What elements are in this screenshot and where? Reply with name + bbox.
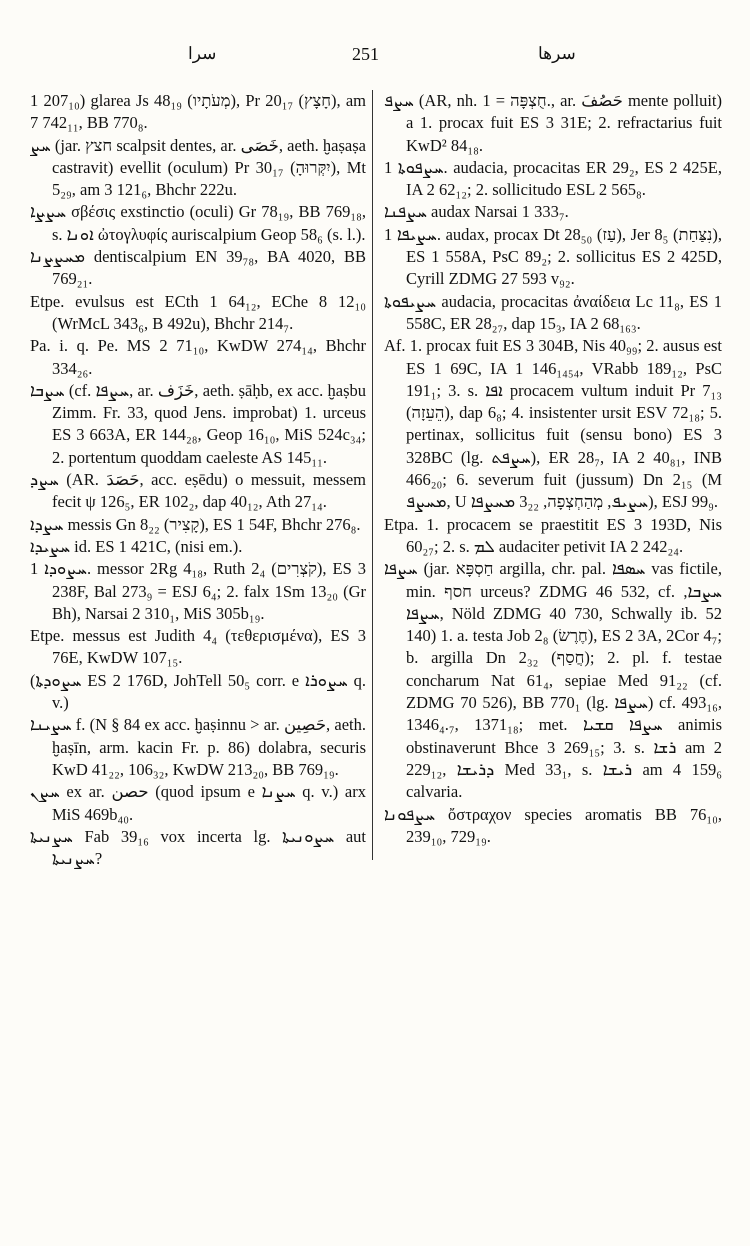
dictionary-entry: 1 207₁₀) glarea Js 48₁₉ (מְעֹתָיו), Pr 20₁₇ (חָצָץ), am 7 742₁₁, BB 770₈.	[30, 91, 367, 133]
running-head-left: سرا	[188, 44, 217, 64]
dictionary-entry: ܚܨܢ ex ar. حصن (quod ipsum e ܚܨܢܐ q. v.) arx MiS 469b₄₀.	[30, 782, 366, 824]
dictionary-entry: ܚܨܕ (AR. حَصَدَ, acc. eṣēdu) o messuit, messem fecit ψ 126₅, ER 102₂, dap 40₁₂, Ath 27₁₄.	[30, 470, 367, 512]
page-number: 251	[352, 44, 379, 64]
dictionary-entry: ܚܨܨܐ σβέσις exstinctio (oculi) Gr 78₁₉, BB 769₁₈, s. ܐܘܢܐ ὠτογλυφίς auriscalpium Geop 58₆ (s. l.).	[30, 202, 366, 244]
dictionary-entry: ܚܨܝܢܐ f. (N § 84 ex acc. ḫaṣinnu > ar. حَصِين, aeth. ḫaṣīn, arm. kacin Fr. p. 86) dolabra, securis KwD 41₂₂, 106₃₂, KwDW 213₂₀, BB 769₁₉.	[30, 715, 366, 779]
dictionary-entry: Af. 1. procax fuit ES 3 304B, Nis 40₉₉; 2. ausus est ES 1 69C, IA 1 146₁₄₅₄, VRabb 189₁₂, PsC 191₁; 3. s. ܐܦܐ procacem vultum induit Pr 7₁₃ (הֵעֵזָה), dap 6₈; 4. insistenter ursit ESV 72₁₈; 5. pertinax, sollicitus fuit (sensu bono) ES 3 328BC (lg. ܚܨܦܬ), ER 28₇, IA 2 40₈₁, INB 466₂₀; 6. severum fuit (jussum) Dn 2₁₅ (M ܡܚܨܦ, U ܚܨܝܦ, מְהַחְצְפָה, 3₂₂ ܡܚܨܦܐ), ESJ 99₉.	[384, 336, 722, 512]
dictionary-entry: ܚܨܦܘܬܐ 1. audacia, procacitas ER 29₂, ES 2 425E, IA 2 62₁₂; 2. sollicitudo ESL 2 565₈.	[384, 157, 722, 200]
dictionary-entry: ܚܨ (jar. חצץ scalpsit dentes, ar. خَصَى, aeth. ḫaṣaṣa castravit) evellit (oculum) Pr 30₁₇ (יִקְּרוּהָ), Mt 5₂₉, am 3 121₆, Bhchr 222u.	[30, 135, 366, 200]
dictionary-entry: ܚܨܝܕܐ id. ES 1 421C, (nisi em.).	[30, 536, 243, 556]
dictionary-entry: ܚܨܘܕܐ 1. messor 2Rg 4₁₈, Ruth 2₄ (קֹצְרִים), ES 3 238F, Bal 273₉ = ESJ 6₄; 2. falx 1Sm 13₂₀ (Gr Bh), Narsai 2 310₁, MiS 305b₁₉.	[30, 559, 367, 623]
dictionary-entry: ܚܨܦܘܢܐ ὄστραχον species aromatis BB 76₁₀, 239₁₀, 729₁₉.	[384, 804, 722, 846]
dictionary-entry: ܚܨܝܦܘܬܐ audacia, procacitas ἀναίδεια Lc 11₈, ES 1 558C, ER 28₂₇, dap 15₃, IA 2 68₁₆₃.	[384, 291, 722, 333]
dictionary-entry: ܡܚܨܨܢܐ dentiscalpium EN 39₇₈, BA 4020, BB 769₂₁.	[30, 247, 366, 289]
dictionary-entry: ܚܨܒܐ (cf. ܚܨܦܐ, ar. خَزَف, aeth. ṣāḥb, ex acc. ḫaṣbu Zimm. Fr. 33, quod Jens. improbat) 1. urceus ES 3 663A, ER 144₂₈, Geop 16₁₀, MiS 524c₃₄; 2. portentum quoddam caeleste AS 145₁₁.	[30, 380, 366, 467]
dictionary-entry: (ܚܨܘܕܬܐ ES 2 176D, JohTell 50₅ corr. e ܚܨܘܪܐ q. v.)	[30, 670, 366, 713]
dictionary-entry: ܚܨܦܢܐ audax Narsai 1 333₇.	[384, 202, 569, 222]
right-column	[384, 90, 722, 848]
dictionary-entry: ܚܨܢܝܬܐ Fab 39₁₆ vox incerta lg. ܚܨܘܢܝܬܐ aut ܚܨܢܝܬܐ?	[30, 826, 366, 869]
dictionary-entry: Etpa. 1. procacem se praestitit ES 3 193D, Nis 60₂₇; 2. s. ܠܡ audaciter petivit IA 2 242₂₄.	[384, 514, 722, 556]
dictionary-entry: Etpe. messus est Judith 4₄ (τεθερισμένα), ES 3 76E, KwDW 107₁₅.	[30, 626, 366, 668]
running-head-right: سرها	[538, 44, 576, 64]
dictionary-entry: Etpe. evulsus est ECth 1 64₁₂, EChe 8 12₁₀ (WrMcL 343₆, B 492u), Bhchr 214₇.	[30, 291, 366, 333]
column-divider	[372, 90, 373, 860]
dictionary-entry: Pa. i. q. Pe. MS 2 71₁₀, KwDW 274₁₄, Bhchr 334₂₆.	[30, 336, 366, 378]
dictionary-entry: ܚܨܦ (AR, nh. חֻצְפָּה = 1., ar. حَصُفَ mente polluit) a 1. procax fuit ES 3 31E; 2. refractarius fuit KwD² 84₁₈.	[384, 91, 722, 155]
dictionary-entry: ܚܨܕܐ messis Gn 8₂₂ (קָצִיר), ES 1 54F, Bhchr 276₈.	[30, 514, 361, 534]
dictionary-entry: ܚܨܦܐ (jar. חַסְפָּא argilla, chr. pal. ܚܣܦܐ vas fictile, min. חסף urceus? ZDMG 46 532, cf. ܚܨܒܐ, ܚܨܦܐ, Nöld ZDMG 40 730, Schwally ib. 52 140) 1. a. testa Job 2₈ (חֶרֶשׂ), ES 2 3A, 2Cor 4₇; b. argilla Dn 2₃₂ (חֲסַף); 2. pl. f. testae concharum Nat 61₄, sepiae Med 91₂₂ (cf. ZDMG 70 526), BB 770₁ (lg. ܚܨܦܐ) cf. 493₁₆, 1346₄.₇, 1371₁₈; met. ܚܨܦܐ ܩܫܝܐ animis obstinaverunt Bhce 3 269₁₅; 3. s. ܪܫܐ am 2 229₁₂, ܕܪܝܫܐ Med 33₁, s. ܪܝܫܐ am 4 159₆ calvaria.	[384, 559, 723, 802]
left-column	[30, 90, 366, 870]
dictionary-entry: ܚܨܝܦܐ 1. audax, procax Dt 28₅₀ (עַז), Jer 8₅ (נִצַּחַת), ES 1 558A, PsC 89₂; 2. sollicitus ES 2 425D, Cyrill ZDMG 27 593 v₉₂.	[384, 224, 722, 289]
